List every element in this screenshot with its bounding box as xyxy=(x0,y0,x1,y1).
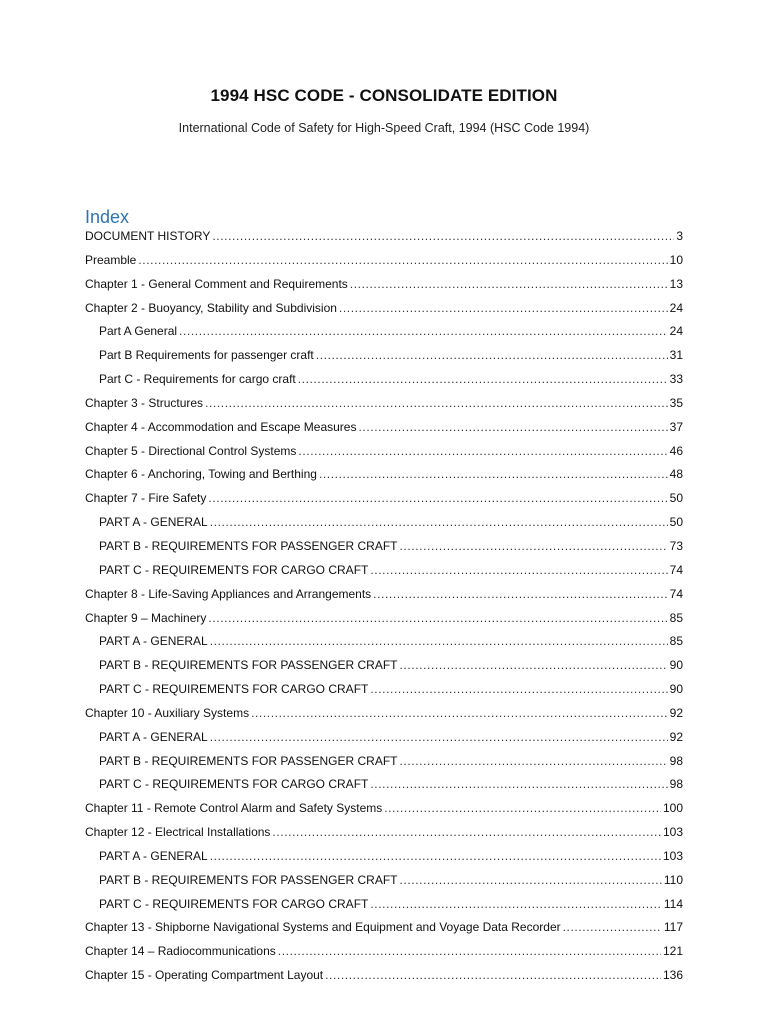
toc-subentry[interactable] xyxy=(85,324,683,348)
toc-dot-leader xyxy=(319,467,668,481)
toc-page-number: 35 xyxy=(669,395,683,410)
toc-entry-label: Chapter 3 - Structures xyxy=(85,395,204,410)
toc-entry-label: Chapter 12 - Electrical Installations xyxy=(85,825,271,840)
toc-entry-label: Chapter 7 - Fire Safety xyxy=(85,491,207,506)
toc-page-number: 74 xyxy=(669,586,683,601)
toc-dot-leader xyxy=(399,539,667,553)
toc-entry-label: PART C - REQUIREMENTS FOR CARGO CRAFT xyxy=(99,682,369,697)
toc-page-number: 24 xyxy=(669,300,683,315)
index-heading: Index xyxy=(85,207,130,227)
toc-entry-label: Chapter 2 - Buoyancy, Stability and Subdivision xyxy=(85,300,337,315)
toc-entry[interactable] xyxy=(85,801,683,825)
toc-subentry[interactable] xyxy=(85,539,683,563)
toc-page-number: 117 xyxy=(663,920,683,935)
toc-entry-label: Chapter 4 - Accommodation and Escape Measures xyxy=(85,419,357,434)
toc-page-number: 90 xyxy=(669,682,683,697)
toc-entry-label: Part C - Requirements for cargo craft xyxy=(99,372,296,387)
toc-entry-label: Chapter 8 - Life-Saving Appliances and Arrangements xyxy=(85,586,372,601)
toc-dot-leader xyxy=(179,324,668,338)
toc-entry[interactable] xyxy=(85,229,683,253)
toc-entry-label: Chapter 10 - Auxiliary Systems xyxy=(85,705,250,720)
toc-subentry[interactable] xyxy=(85,849,683,873)
toc-page-number: 3 xyxy=(676,229,683,243)
toc-page-number: 85 xyxy=(669,634,683,649)
toc-page-number: 100 xyxy=(662,801,683,816)
toc-page-number: 114 xyxy=(663,896,683,911)
toc-dot-leader xyxy=(399,754,667,768)
toc-page-number: 103 xyxy=(662,848,683,863)
toc-dot-leader xyxy=(251,706,668,720)
toc-dot-leader xyxy=(563,920,662,934)
toc-entry[interactable] xyxy=(85,396,683,420)
toc-dot-leader xyxy=(210,634,668,648)
toc-entry-label: PART B - REQUIREMENTS FOR PASSENGER CRAFT xyxy=(99,753,398,768)
toc-page-number: 92 xyxy=(669,729,683,744)
toc-subentry[interactable] xyxy=(85,682,683,706)
toc-subentry[interactable] xyxy=(85,777,683,801)
toc-subentry[interactable] xyxy=(85,348,683,372)
toc-dot-leader xyxy=(298,372,668,386)
document-title: 1994 HSC CODE - CONSOLIDATE EDITION xyxy=(210,86,558,105)
toc-page-number: 46 xyxy=(669,443,683,458)
toc-page-number: 92 xyxy=(669,705,683,720)
toc-dot-leader xyxy=(210,849,661,863)
toc-entry[interactable] xyxy=(85,444,683,468)
toc-dot-leader xyxy=(370,563,667,577)
toc-page-number: 98 xyxy=(669,777,683,792)
toc-dot-leader xyxy=(278,944,661,958)
toc-dot-leader xyxy=(210,730,668,744)
toc-entry-label: PART A - GENERAL xyxy=(99,515,208,530)
toc-page-number: 90 xyxy=(669,658,683,673)
document-subtitle: International Code of Safety for High-Speed Craft, 1994 (HSC Code 1994) xyxy=(178,121,590,135)
toc-entry-label: PART A - GENERAL xyxy=(99,634,208,649)
toc-entry[interactable] xyxy=(85,587,683,611)
toc-page-number: 85 xyxy=(669,610,683,625)
toc-entry[interactable] xyxy=(85,920,683,944)
toc-entry-label: PART C - REQUIREMENTS FOR CARGO CRAFT xyxy=(99,562,369,577)
toc-dot-leader xyxy=(399,658,667,672)
toc-entry[interactable] xyxy=(85,706,683,730)
toc-subentry[interactable] xyxy=(85,563,683,587)
toc-entry[interactable] xyxy=(85,825,683,849)
toc-page-number: 31 xyxy=(669,348,683,363)
toc-dot-leader xyxy=(373,587,667,601)
toc-entry[interactable] xyxy=(85,467,683,491)
toc-entry-label: Part A General xyxy=(99,324,178,339)
toc-dot-leader xyxy=(138,253,667,267)
toc-dot-leader xyxy=(208,491,667,505)
toc-subentry[interactable] xyxy=(85,634,683,658)
toc-entry-label: PART B - REQUIREMENTS FOR PASSENGER CRAFT xyxy=(99,658,398,673)
toc-dot-leader xyxy=(350,277,668,291)
toc-page-number: 103 xyxy=(662,825,683,840)
toc-page-number: 33 xyxy=(669,372,683,387)
toc-page-number: 13 xyxy=(669,276,683,291)
toc-page-number: 73 xyxy=(669,538,683,553)
toc-page-number: 10 xyxy=(669,252,683,267)
toc-dot-leader xyxy=(339,301,668,315)
toc-dot-leader xyxy=(212,229,674,243)
toc-entry-label: PART C - REQUIREMENTS FOR CARGO CRAFT xyxy=(99,777,369,792)
toc-dot-leader xyxy=(370,777,667,791)
toc-page-number: 24 xyxy=(669,324,683,339)
toc-subentry[interactable] xyxy=(85,873,683,897)
toc-subentry[interactable] xyxy=(85,515,683,539)
toc-entry-label: Chapter 1 - General Comment and Requirements xyxy=(85,276,348,291)
toc-entry-label: Chapter 15 - Operating Compartment Layout xyxy=(85,968,324,983)
toc-entry[interactable] xyxy=(85,301,683,325)
toc-subentry[interactable] xyxy=(85,754,683,778)
toc-page-number: 37 xyxy=(669,419,683,434)
toc-page-number: 48 xyxy=(669,467,683,482)
toc-subentry[interactable] xyxy=(85,372,683,396)
toc-dot-leader xyxy=(384,801,661,815)
toc-entry[interactable] xyxy=(85,611,683,635)
toc-dot-leader xyxy=(399,873,661,887)
toc-page-number: 110 xyxy=(663,872,683,887)
toc-entry[interactable] xyxy=(85,944,683,968)
toc-entry[interactable] xyxy=(85,253,683,277)
toc-dot-leader xyxy=(325,968,661,982)
toc-entry-label: Chapter 11 - Remote Control Alarm and Safety Systems xyxy=(85,801,383,816)
toc-dot-leader xyxy=(316,348,668,362)
toc-dot-leader xyxy=(358,420,667,434)
toc-dot-leader xyxy=(370,682,667,696)
toc-subentry[interactable] xyxy=(85,658,683,682)
toc-page-number: 121 xyxy=(662,944,683,959)
toc-dot-leader xyxy=(210,515,668,529)
toc-entry-label: PART B - REQUIREMENTS FOR PASSENGER CRAFT xyxy=(99,872,398,887)
toc-entry-label: Part B Requirements for passenger craft xyxy=(99,348,314,363)
toc-entry-label: PART A - GENERAL xyxy=(99,848,208,863)
toc-page-number: 136 xyxy=(662,968,683,983)
toc-dot-leader xyxy=(272,825,661,839)
toc-entry-label: Chapter 9 – Machinery xyxy=(85,610,207,625)
toc-entry-label: Chapter 5 - Directional Control Systems xyxy=(85,443,297,458)
toc-page-number: 50 xyxy=(669,491,683,506)
toc-dot-leader xyxy=(370,897,662,911)
toc-entry-label: PART A - GENERAL xyxy=(99,729,208,744)
toc-entry[interactable] xyxy=(85,420,683,444)
toc-entry-label: Preamble xyxy=(85,252,137,267)
toc-entry[interactable] xyxy=(85,968,683,992)
toc-entry[interactable] xyxy=(85,491,683,515)
toc-entry[interactable] xyxy=(85,277,683,301)
toc-dot-leader xyxy=(298,444,667,458)
toc-dot-leader xyxy=(208,611,667,625)
toc-dot-leader xyxy=(205,396,668,410)
toc-entry-label: Chapter 6 - Anchoring, Towing and Berthing xyxy=(85,467,317,482)
toc-entry-label: DOCUMENT HISTORY xyxy=(85,229,211,243)
toc-entry-label: Chapter 14 – Radiocommunications xyxy=(85,944,276,959)
toc-entry-label: PART B - REQUIREMENTS FOR PASSENGER CRAFT xyxy=(99,538,398,553)
toc-entry-label: Chapter 13 - Shipborne Navigational Systems and Equipment and Voyage Data Recorder xyxy=(85,920,561,935)
toc-page-number: 50 xyxy=(669,515,683,530)
table-of-contents xyxy=(85,229,683,992)
toc-page-number: 98 xyxy=(669,753,683,768)
toc-subentry[interactable] xyxy=(85,730,683,754)
toc-subentry[interactable] xyxy=(85,897,683,921)
toc-entry-label: PART C - REQUIREMENTS FOR CARGO CRAFT xyxy=(99,896,369,911)
toc-page-number: 74 xyxy=(669,562,683,577)
